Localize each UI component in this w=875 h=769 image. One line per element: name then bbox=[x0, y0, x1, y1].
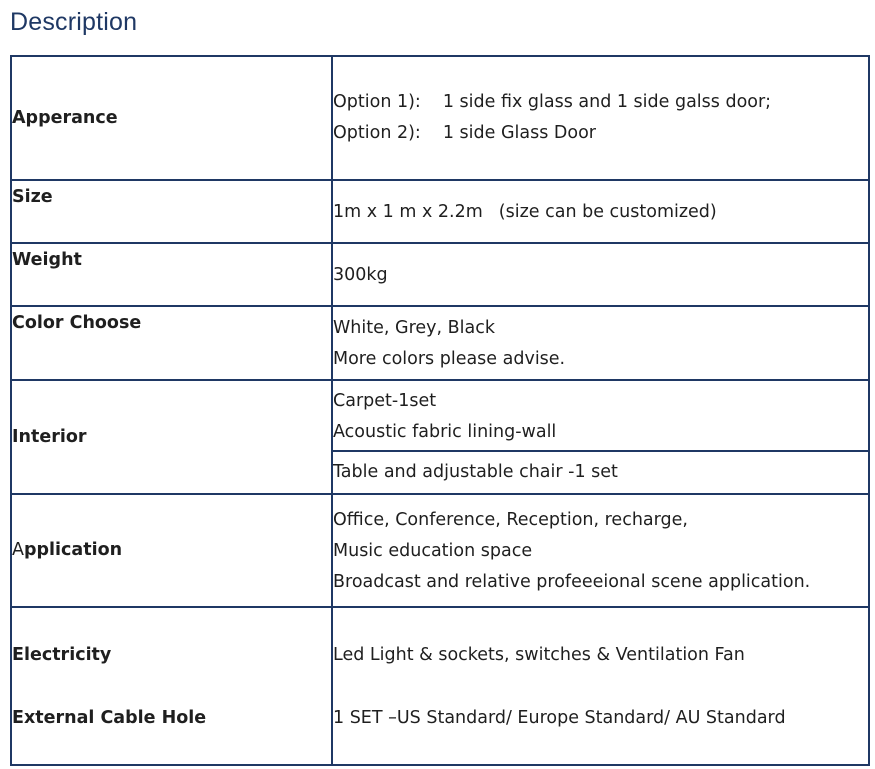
table-row-color bbox=[11, 306, 869, 380]
row-label-weight: Weight bbox=[11, 243, 332, 306]
cable-value: 1 SET –US Standard/ Europe Standard/ AU Standard bbox=[333, 708, 786, 728]
row-label-electricity: Electricity bbox=[12, 645, 112, 665]
table-row-application bbox=[11, 494, 869, 607]
row-label-interior: Interior bbox=[11, 380, 332, 494]
row-label-appearance: Apperance bbox=[11, 56, 332, 180]
size-note: (size can be customized) bbox=[498, 201, 717, 222]
application-label-rest: pplication bbox=[23, 540, 123, 560]
interior-value-1: Carpet-1set bbox=[333, 390, 437, 411]
row-label-size: Size bbox=[11, 180, 332, 243]
appearance-option-2-label: Option 2): bbox=[333, 123, 421, 143]
size-value: 1m x 1 m x 2.2m bbox=[333, 201, 483, 222]
application-label-first: A bbox=[12, 540, 24, 560]
electricity-cable-values bbox=[333, 608, 868, 764]
row-value-electricity-cable bbox=[332, 607, 869, 765]
application-value-3: Broadcast and relative profeeeional scene application. bbox=[333, 572, 811, 592]
row-label-cable: External Cable Hole bbox=[12, 708, 207, 728]
spec-table bbox=[10, 55, 870, 766]
row-value-size bbox=[332, 180, 869, 243]
row-value-application bbox=[332, 494, 869, 607]
interior-extra-value: Table and adjustable chair -1 set bbox=[333, 462, 618, 482]
appearance-option-2-text: 1 side Glass Door bbox=[442, 123, 596, 143]
application-value-1: Office, Conference, Reception, recharge, bbox=[333, 510, 688, 530]
row-label-electricity-cable bbox=[11, 607, 332, 765]
electricity-value: Led Light & sockets, switches & Ventilation Fan bbox=[333, 645, 745, 665]
color-value-2: More colors please advise. bbox=[333, 348, 566, 369]
row-value-interior-extra bbox=[332, 451, 869, 494]
size-value-line bbox=[333, 197, 868, 228]
row-label-application bbox=[11, 494, 332, 607]
row-value-weight bbox=[332, 243, 869, 306]
table-row-interior bbox=[11, 380, 869, 451]
row-value-appearance bbox=[332, 56, 869, 180]
table-row-size bbox=[11, 180, 869, 243]
appearance-option-1-label: Option 1): bbox=[333, 92, 421, 112]
table-row-electricity-cable bbox=[11, 607, 869, 765]
appearance-option-2 bbox=[333, 118, 868, 149]
table-row-appearance bbox=[11, 56, 869, 180]
application-value-2: Music education space bbox=[333, 541, 533, 561]
color-value-1: White, Grey, Black bbox=[333, 317, 495, 338]
row-value-color bbox=[332, 306, 869, 380]
electricity-cable-labels bbox=[12, 608, 331, 764]
table-row-weight bbox=[11, 243, 869, 306]
weight-value: 300kg bbox=[333, 264, 388, 285]
row-value-interior bbox=[332, 380, 869, 451]
row-label-color: Color Choose bbox=[11, 306, 332, 380]
appearance-option-1 bbox=[333, 87, 868, 118]
interior-value-2: Acoustic fabric lining-wall bbox=[333, 421, 557, 442]
section-title: Description bbox=[10, 8, 138, 36]
appearance-option-1-text: 1 side fix glass and 1 side galss door; bbox=[442, 92, 772, 112]
